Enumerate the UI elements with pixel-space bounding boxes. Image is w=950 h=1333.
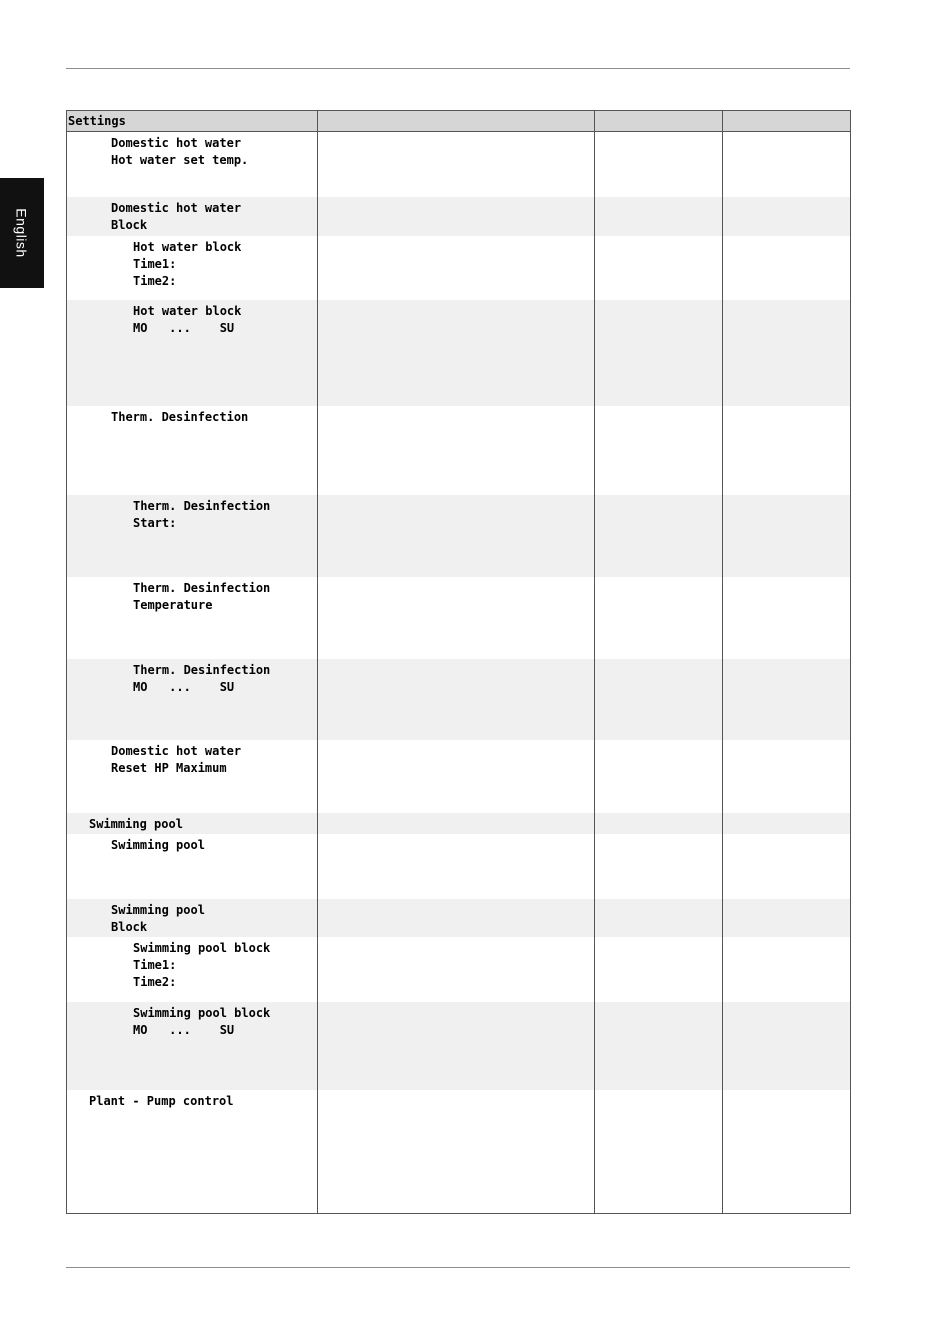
table-row <box>67 659 851 740</box>
table-row <box>67 834 851 899</box>
table-header-row <box>67 111 851 132</box>
row-label: Domestic hot water Reset HP Maximum <box>67 740 318 813</box>
table-row <box>67 1090 851 1214</box>
table-row <box>67 236 851 300</box>
row-label: Therm. Desinfection Start: <box>67 495 318 577</box>
settings-table <box>66 110 851 1214</box>
bottom-rule <box>66 1267 850 1268</box>
row-label: Swimming pool Block <box>67 899 318 937</box>
row-label: Domestic hot water Block <box>67 197 318 236</box>
top-rule <box>66 68 850 69</box>
row-label: Domestic hot water Hot water set temp. <box>67 132 318 197</box>
row-label: Therm. Desinfection MO ... SU <box>67 659 318 740</box>
row-label: Swimming pool <box>67 813 318 834</box>
table-row <box>67 577 851 659</box>
row-label: Hot water block Time1: Time2: <box>67 236 318 300</box>
table-row <box>67 740 851 813</box>
row-label: Swimming pool <box>67 834 318 899</box>
table-row <box>67 899 851 937</box>
row-label: Swimming pool block MO ... SU <box>67 1002 318 1090</box>
table-row <box>67 937 851 1002</box>
header-col-4 <box>723 111 851 132</box>
language-tab-label: English <box>14 208 31 258</box>
header-col-2 <box>318 111 595 132</box>
table-row <box>67 300 851 406</box>
language-tab <box>0 178 44 288</box>
table-row <box>67 495 851 577</box>
header-col-3 <box>595 111 723 132</box>
table-row <box>67 132 851 197</box>
header-settings: Settings <box>67 111 318 132</box>
row-label: Therm. Desinfection Temperature <box>67 577 318 659</box>
table-row <box>67 197 851 236</box>
row-label: Hot water block MO ... SU <box>67 300 318 406</box>
row-label: Plant - Pump control <box>67 1090 318 1214</box>
table-row <box>67 1002 851 1090</box>
row-label: Swimming pool block Time1: Time2: <box>67 937 318 1002</box>
row-label: Therm. Desinfection <box>67 406 318 495</box>
table-row <box>67 813 851 834</box>
table-row <box>67 406 851 495</box>
